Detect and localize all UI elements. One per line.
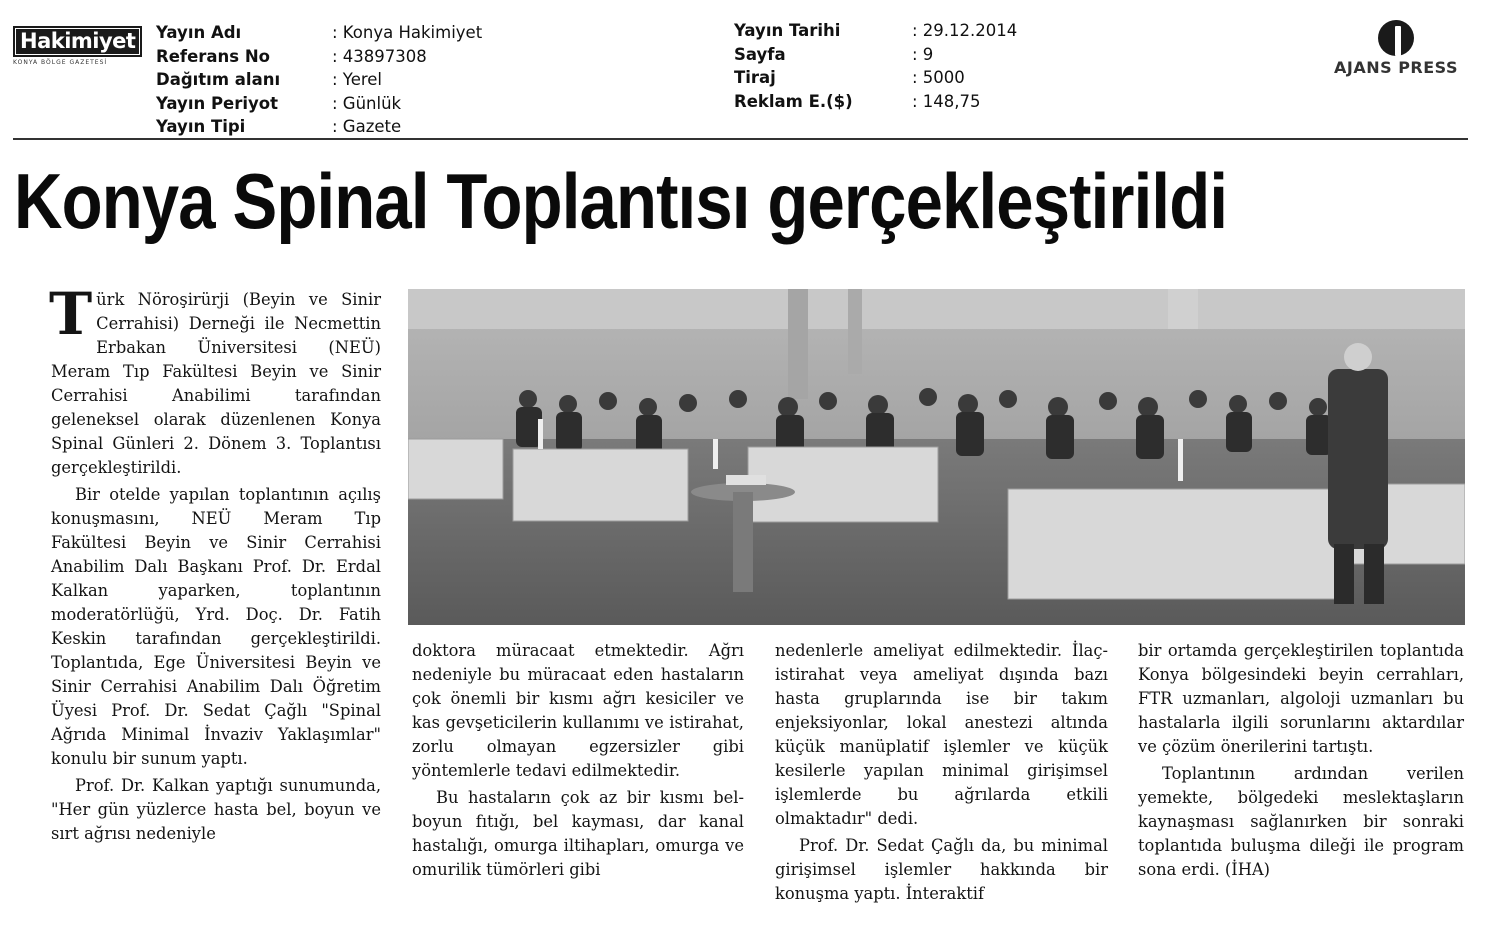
article-photo <box>408 289 1465 625</box>
meta-value: : 9 <box>912 44 934 64</box>
meta-value: : Konya Hakimiyet <box>332 23 483 42</box>
article-paragraph: Bir otelde yapılan toplantının açılış konuşmasını, NEÜ Meram Tıp Fakültesi Beyin ve Sinir Cerrahisi Anabilim Dalı Başkanı Prof. Dr. Erdal Kalkan yaparken, toplantının moderatörlüğü, Yrd. Doç. Dr. Fatih Keskin tarafından gerçekleştirildi. Toplantıda, Ege Üniversitesi Beyin ve Sinir Cerrahisi Anabilim Dalı Öğretim Üyesi Prof. Dr. Sedat Çağlı "Spinal Ağrıda Minimal İnvaziv Yaklaşımlar" konulu bir sunum yaptı. <box>51 485 381 768</box>
meta-label: Dağıtım alanı <box>156 70 281 90</box>
meta-label: Referans No <box>156 46 270 66</box>
article-paragraph: Bu hastaların çok az bir kısmı bel-boyun fıtığı, bel kayması, dar kanal hastalığı, omurga iltihapları, omurga ve omurilik tümörleri gibi <box>412 788 744 879</box>
meta-value: : Günlük <box>332 93 402 113</box>
meta-value: : 5000 <box>912 68 965 88</box>
article-paragraph: Prof. Dr. Kalkan yaptığı sunumunda, "Her gün yüzlerce hasta bel, boyun ve sırt ağrısı nedeniyle <box>51 776 381 843</box>
article-column-4 <box>1138 639 1464 882</box>
meta-value: : 148,75 <box>912 91 981 111</box>
meta-label: Sayfa <box>734 44 786 64</box>
article-paragraph: Toplantının ardından verilen yemekte, bölgedeki meslektaşların kaynaşması sağlanırken bir sonraki toplantıda buluşma dileği ile program sona erdi. (İHA) <box>1138 764 1464 879</box>
agency-logo <box>1326 20 1466 77</box>
article-paragraph: bir ortamda gerçekleştirilen toplantıda Konya bölgesindeki beyin cerrahları, FTR uzmanları, algoloji uzmanları bu hastalarla ilgili sorunlarını aktardılar ve çözüm önerilerini tartıştı. <box>1138 641 1464 756</box>
meta-label: Tiraj <box>734 68 776 88</box>
header-divider <box>13 138 1468 140</box>
meta-label: Reklam E.($) <box>734 91 853 111</box>
article-paragraph: doktora müracaat etmektedir. Ağrı nedeniyle bu müracaat eden hastaların çok önemli bir kısmı ağrı kesiciler ve kas gevşeticilerin kullanımı ve istirahat, zorlu olmayan egzersizler gibi yöntemlerle tedavi edilmektedir. <box>412 641 744 780</box>
article-paragraph: Prof. Dr. Sedat Çağlı da, bu minimal girişimsel işlemler hakkında bir konuşma yaptı. İnteraktif <box>775 836 1108 903</box>
article-headline: Konya Spinal Toplantısı gerçekleştirildi <box>14 157 1228 245</box>
logo-wordmark: Hakimiyet <box>13 26 142 57</box>
meta-value: : Gazete <box>332 117 402 137</box>
meeting-room-photo <box>408 289 1465 625</box>
meta-value: : 29.12.2014 <box>912 21 1018 40</box>
article-column-3 <box>775 639 1108 906</box>
meta-value: : 43897308 <box>332 46 427 66</box>
agency-name: AJANS PRESS <box>1333 58 1458 77</box>
meta-label: Yayın Tipi <box>156 117 246 137</box>
meta-value: : Yerel <box>332 70 382 90</box>
article-paragraph: nedenlerle ameliyat edilmektedir. İlaç-istirahat veya ameliyat dışında bazı hasta gruplarında ise bir takım enjeksiyonlar, lokal anestezi altında küçük manüplatif işlemler ve küçük kesilerle yapılan minimal girişimsel işlemlerde bu ağrılarda etkili olmaktadır" dedi. <box>775 641 1108 828</box>
agency-mark-icon <box>1378 20 1414 56</box>
drop-cap: T <box>49 280 93 348</box>
article-column-2 <box>412 639 744 882</box>
logo-tagline: KONYA BÖLGE GAZETESİ <box>13 59 108 66</box>
article-column-1 <box>49 280 381 846</box>
meta-label: Yayın Periyot <box>156 93 279 113</box>
paragraph-text: ürk Nöroşirürji (Beyin ve Sinir Cerrahisi) Derneği ile Necmettin Erbakan Üniversitesi (NEÜ) Meram Tıp Fakültesi Beyin ve Sinir Cerrahisi Anabilimi tarafından geleneksel olarak düzenlenen Konya Spinal Günleri 2. Dönem 3. Toplantısı gerçekleştirildi. <box>51 290 381 477</box>
meta-label: Yayın Tarihi <box>734 21 841 40</box>
article-paragraph <box>49 280 381 480</box>
meta-label: Yayın Adı <box>156 23 242 42</box>
newspaper-logo <box>13 26 139 66</box>
